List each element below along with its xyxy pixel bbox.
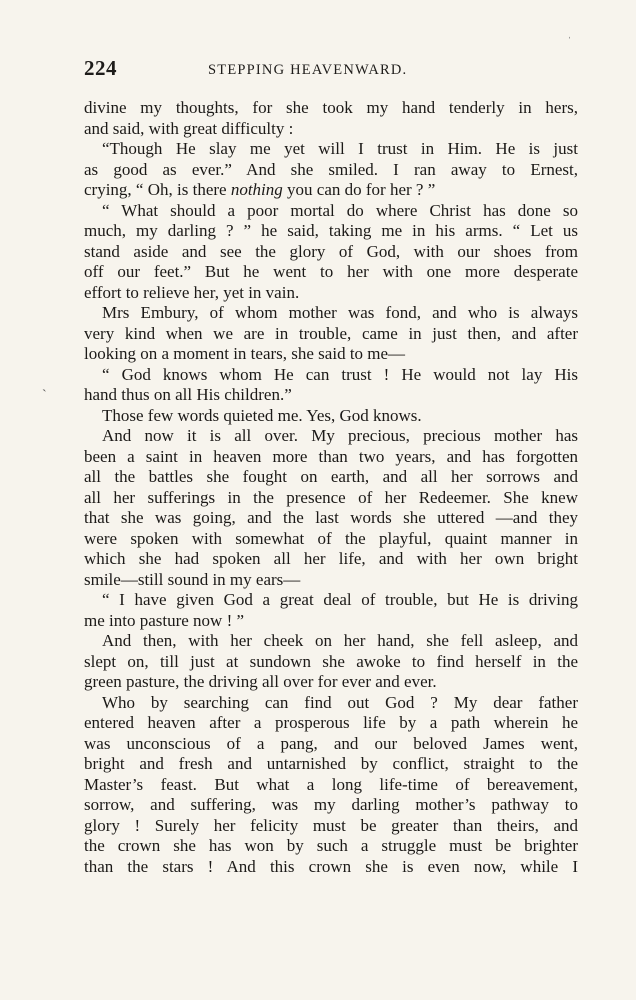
emphasis: nothing xyxy=(230,180,283,199)
text-line: green pasture, the driving all over for ever and ever. xyxy=(84,672,437,691)
text-line: effort to relieve her, yet in vain. xyxy=(84,282,300,302)
text-line: Those few words quieted me. Yes, God knows. xyxy=(102,405,422,425)
text-line: Master’s feast. But what a long life-time of bereavement, xyxy=(84,774,578,794)
page-number: 224 xyxy=(84,56,117,80)
text-line: stand aside and see the glory of God, with our shoes from xyxy=(84,241,578,261)
text-line: And then, with her cheek on her hand, she fell asleep, and xyxy=(102,631,578,650)
text-line: much, my darling ? ” he said, taking me in his arms. “ Let us xyxy=(84,221,578,240)
margin-speck: ˈ xyxy=(568,36,572,47)
text-line: “ What should a poor mortal do where Christ has done so xyxy=(102,200,578,220)
text-line: all her sufferings in the presence of her Redeemer. She knew xyxy=(84,487,578,507)
text-line: bright and fresh and untarnished by conflict, straight to the xyxy=(84,754,578,773)
text-line: “ God knows whom He can trust ! He would not lay His xyxy=(102,364,578,384)
text-line: sorrow, and suffering, was my darling mother’s pathway to xyxy=(84,795,578,814)
text-line: very kind when we are in trouble, came in just then, and after xyxy=(84,323,578,343)
text-line: and said, with great difficulty : xyxy=(84,118,294,138)
text-line: smile—still sound in my ears— xyxy=(84,569,301,589)
text-line: all the battles she fought on earth, and all her sorrows and xyxy=(84,467,578,486)
text-line: divine my thoughts, for she took my hand tenderly in hers, xyxy=(84,98,578,117)
running-head: STEPPING HEAVENWARD. xyxy=(208,62,408,78)
text-line: the crown she has won by such a struggle must be brighter xyxy=(84,836,578,855)
text-line: “Though He slay me yet will I trust in Him. He is just xyxy=(102,139,578,158)
text-line: crying, “ Oh, is there nothing you can do for her ? ” xyxy=(84,180,436,199)
text-line: slept on, till just at sundown she awoke to find herself in the xyxy=(84,651,578,671)
page-header xyxy=(84,56,578,86)
body-text xyxy=(84,98,578,877)
text-line: which she had spoken all her life, and with her own bright xyxy=(84,549,578,568)
text-line: off our feet.” But he went to her with one more desperate xyxy=(84,262,578,281)
text-line: looking on a moment in tears, she said to me— xyxy=(84,344,406,363)
text-line: Who by searching can find out God ? My dear father xyxy=(102,692,578,712)
text-line: “ I have given God a great deal of trouble, but He is driving xyxy=(102,590,578,609)
text-line: Mrs Embury, of whom mother was fond, and who is always xyxy=(102,303,578,322)
text-line: And now it is all over. My precious, precious mother has xyxy=(102,426,578,445)
text-line: was unconscious of a pang, and our beloved James went, xyxy=(84,733,578,753)
text-line: as good as ever.” And she smiled. I ran away to Ernest, xyxy=(84,159,578,179)
text-line: glory ! Surely her felicity must be greater than theirs, and xyxy=(84,815,578,835)
margin-stroke: ˋ xyxy=(42,388,47,403)
text-line: that she was going, and the last words she uttered —and they xyxy=(84,508,578,527)
text-line: entered heaven after a prosperous life by a path wherein he xyxy=(84,713,578,732)
text-line: me into pasture now ! ” xyxy=(84,610,245,630)
text-line: been a saint in heaven more than two years, and has forgotten xyxy=(84,446,578,466)
text-line: hand thus on all His children.” xyxy=(84,385,292,404)
text-line: were spoken with somewhat of the playful, quaint manner in xyxy=(84,528,578,548)
text-line: than the stars ! And this crown she is even now, while I xyxy=(84,856,578,876)
